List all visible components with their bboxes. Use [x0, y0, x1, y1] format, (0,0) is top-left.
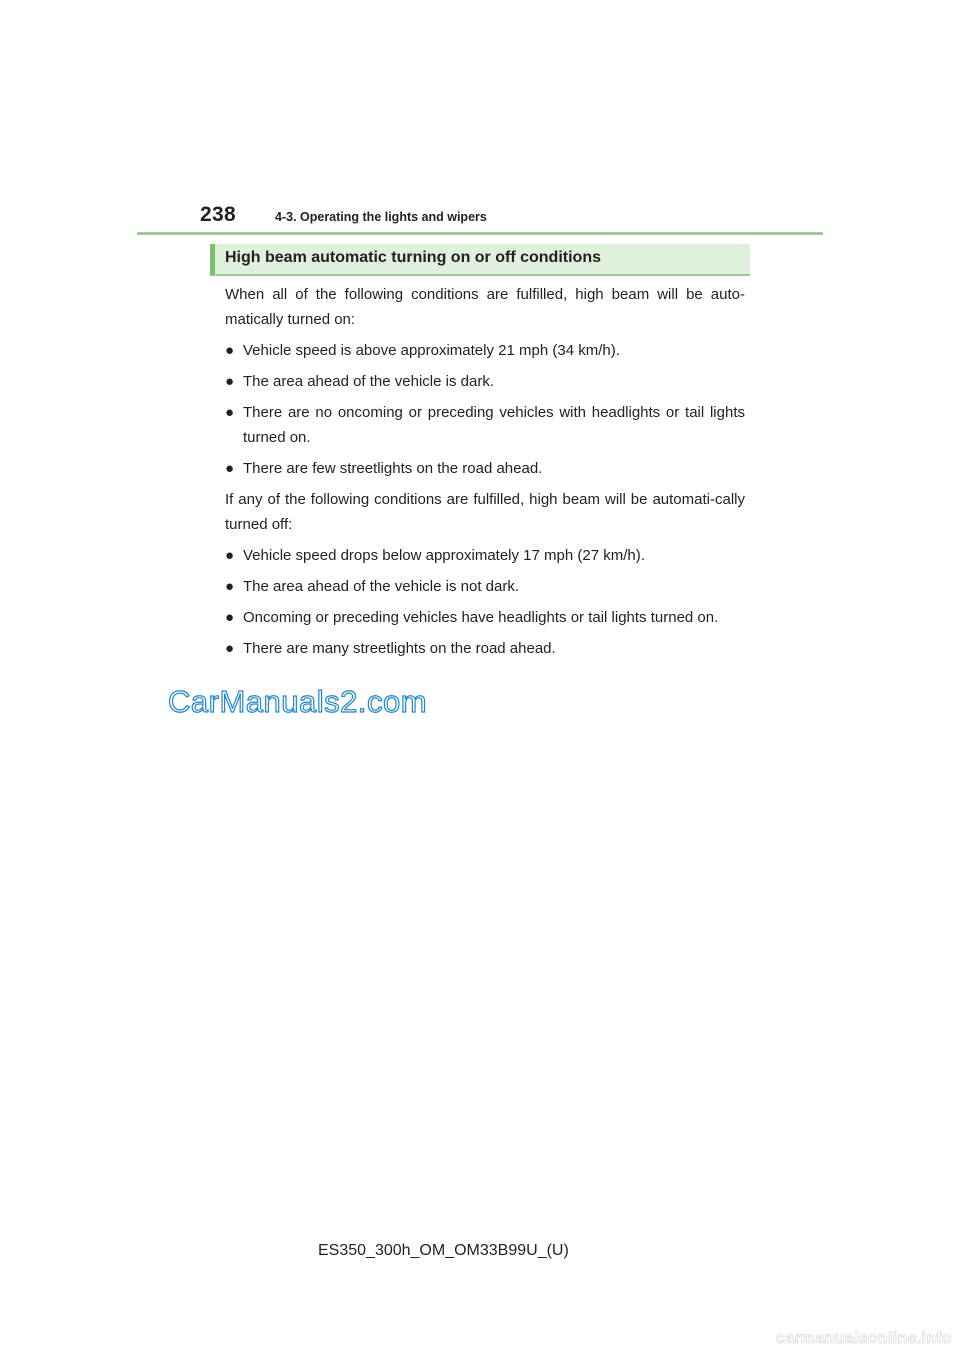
- on-intro-paragraph: When all of the following conditions are fulfilled, high beam will be auto-matically turned on:: [225, 286, 745, 328]
- list-item-text: Vehicle speed drops below approximately 17 mph (27 km/h).: [243, 547, 645, 564]
- list-item: [225, 636, 745, 661]
- section-title: 4-3. Operating the lights and wipers: [275, 210, 487, 224]
- list-item: [225, 605, 745, 630]
- off-intro-paragraph: If any of the following conditions are fulfilled, high beam will be automati-cally turned off:: [225, 491, 745, 533]
- bullet-icon: ●: [225, 373, 235, 390]
- header-rule: [137, 232, 823, 235]
- list-item-text: Oncoming or preceding vehicles have headlights or tail lights turned on.: [243, 609, 719, 626]
- main-content: [225, 282, 745, 667]
- bullet-icon: ●: [225, 640, 235, 657]
- list-item: [225, 369, 745, 394]
- list-item: [225, 338, 745, 363]
- list-item: [225, 543, 745, 568]
- list-item-text: There are no oncoming or preceding vehicles with headlights or tail lights turned on.: [243, 404, 745, 446]
- list-item-text: There are many streetlights on the road ahead.: [243, 640, 556, 657]
- document-code: ES350_300h_OM_OM33B99U_(U): [318, 1242, 569, 1259]
- watermark-logo: CarManuals2.com: [168, 684, 428, 719]
- footer-site-watermark: carmanualsonline.info: [775, 1330, 952, 1347]
- bullet-icon: ●: [225, 404, 235, 421]
- bullet-icon: ●: [225, 547, 235, 564]
- list-item-text: The area ahead of the vehicle is not dark.: [243, 578, 520, 595]
- list-item: [225, 456, 745, 481]
- list-item-text: There are few streetlights on the road ahead.: [243, 460, 543, 477]
- bullet-icon: ●: [225, 578, 235, 595]
- bullet-icon: ●: [225, 460, 235, 477]
- list-item: [225, 400, 745, 450]
- bullet-icon: ●: [225, 342, 235, 359]
- bullet-icon: ●: [225, 609, 235, 626]
- section-box-header: [210, 244, 750, 276]
- list-item-text: Vehicle speed is above approximately 21 mph (34 km/h).: [243, 342, 620, 359]
- list-item-text: The area ahead of the vehicle is dark.: [243, 373, 494, 390]
- page-number: 238: [200, 203, 236, 226]
- box-header-title: High beam automatic turning on or off conditions: [225, 249, 601, 266]
- list-item: [225, 574, 745, 599]
